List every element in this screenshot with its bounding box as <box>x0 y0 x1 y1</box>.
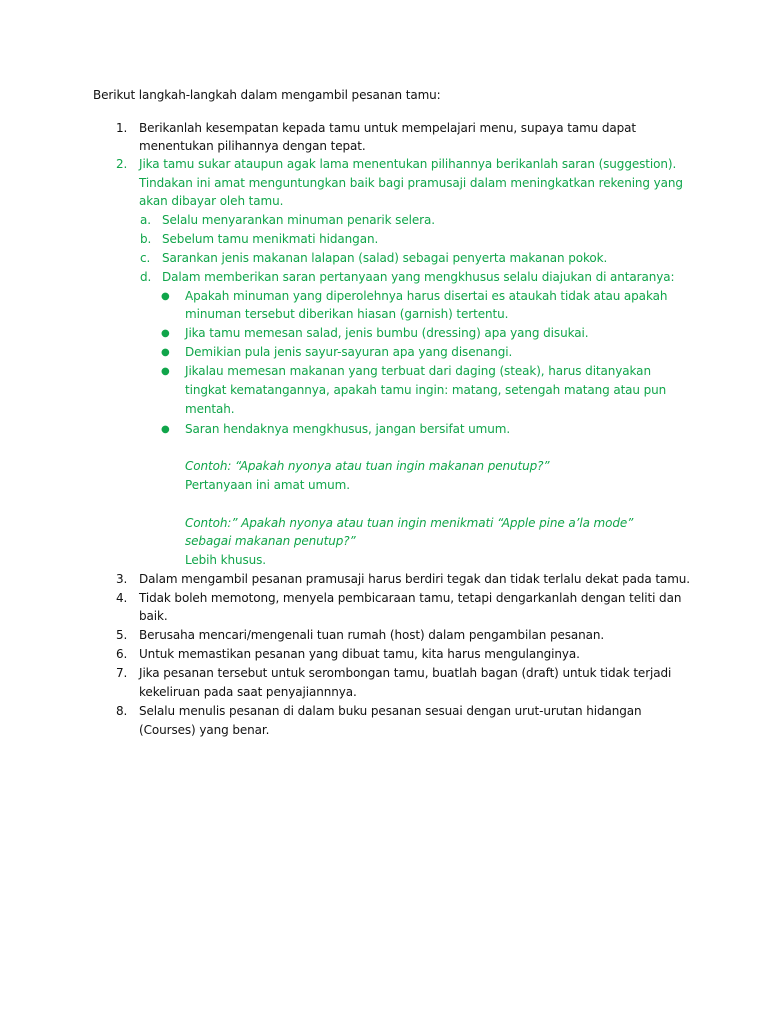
item-2-line-3: akan dibayar oleh tamu. <box>139 194 284 208</box>
example-2-line-1: Contoh:” Apakah nyonya atau tuan ingin menikmati “Apple pine a’la mode” <box>185 516 634 530</box>
subitem-a: Selalu menyarankan minuman penarik selera. <box>162 213 435 227</box>
bullet-4-line-3: mentah. <box>185 402 235 416</box>
item-2-line-1: Jika tamu sukar ataupun agak lama menentukan pilihannya berikanlah saran (suggestion). <box>139 157 677 171</box>
item-number: 4. <box>116 591 128 605</box>
bullet-2-line-1: Jika tamu memesan salad, jenis bumbu (dressing) apa yang disukai. <box>185 326 589 340</box>
item-number: 8. <box>116 704 128 718</box>
example-2-note: Lebih khusus. <box>185 553 267 567</box>
bullet-icon: ● <box>161 291 170 302</box>
item-5-line-1: Berusaha mencari/mengenali tuan rumah (host) dalam pengambilan pesanan. <box>139 628 605 642</box>
item-7-line-2: kekeliruan pada saat penyajiannnya. <box>139 685 357 699</box>
example-2-line-2: sebagai makanan penutup?” <box>185 534 356 548</box>
example-1-note: Pertanyaan ini amat umum. <box>185 478 350 492</box>
bullet-5-line-1: Saran hendaknya mengkhusus, jangan bersifat umum. <box>185 422 511 436</box>
item-4-line-1: Tidak boleh memotong, menyela pembicaraan tamu, tetapi dengarkanlah dengan teliti dan <box>139 591 682 605</box>
bullet-4-line-2: tingkat kematangannya, apakah tamu ingin: matang, setengah matang atau pun <box>185 383 667 397</box>
bullet-3-line-1: Demikian pula jenis sayur-sayuran apa yang disenangi. <box>185 345 513 359</box>
item-number: 1. <box>116 121 128 135</box>
subitem-c: Sarankan jenis makanan lalapan (salad) sebagai penyerta makanan pokok. <box>162 251 608 265</box>
subitem-letter: c. <box>140 251 151 265</box>
subitem-letter: d. <box>140 270 152 284</box>
bullet-icon: ● <box>161 424 170 435</box>
subitem-b: Sebelum tamu menikmati hidangan. <box>162 232 379 246</box>
bullet-1-line-2: minuman tersebut diberikan hiasan (garnish) tertentu. <box>185 307 509 321</box>
item-1-line-2: menentukan pilihannya dengan tepat. <box>139 139 366 153</box>
item-number: 5. <box>116 628 128 642</box>
item-number: 6. <box>116 647 128 661</box>
item-number: 3. <box>116 572 128 586</box>
bullet-1-line-1: Apakah minuman yang diperolehnya harus disertai es ataukah tidak atau apakah <box>185 289 668 303</box>
item-number: 2. <box>116 157 128 171</box>
item-number: 7. <box>116 666 128 680</box>
bullet-4-line-1: Jikalau memesan makanan yang terbuat dari daging (steak), harus ditanyakan <box>185 364 651 378</box>
item-4-line-2: baik. <box>139 609 168 623</box>
item-6-line-1: Untuk memastikan pesanan yang dibuat tamu, kita harus mengulanginya. <box>139 647 580 661</box>
bullet-icon: ● <box>161 347 170 358</box>
item-8-line-1: Selalu menulis pesanan di dalam buku pesanan sesuai dengan urut-urutan hidangan <box>139 704 642 718</box>
item-7-line-1: Jika pesanan tersebut untuk serombongan tamu, buatlah bagan (draft) untuk tidak terjadi <box>139 666 672 680</box>
subitem-letter: a. <box>140 213 151 227</box>
subitem-d: Dalam memberikan saran pertanyaan yang mengkhusus selalu diajukan di antaranya: <box>162 270 675 284</box>
item-3-line-1: Dalam mengambil pesanan pramusaji harus berdiri tegak dan tidak terlalu dekat pada tamu. <box>139 572 690 586</box>
document-heading: Berikut langkah-langkah dalam mengambil pesanan tamu: <box>93 88 441 102</box>
subitem-letter: b. <box>140 232 152 246</box>
item-8-line-2: (Courses) yang benar. <box>139 723 270 737</box>
item-1-line-1: Berikanlah kesempatan kepada tamu untuk mempelajari menu, supaya tamu dapat <box>139 121 637 135</box>
bullet-icon: ● <box>161 366 170 377</box>
example-1: Contoh: “Apakah nyonya atau tuan ingin makanan penutup?” <box>185 459 550 473</box>
item-2-line-2: Tindakan ini amat menguntungkan baik bagi pramusaji dalam meningkatkan rekening yang <box>139 176 683 190</box>
bullet-icon: ● <box>161 328 170 339</box>
